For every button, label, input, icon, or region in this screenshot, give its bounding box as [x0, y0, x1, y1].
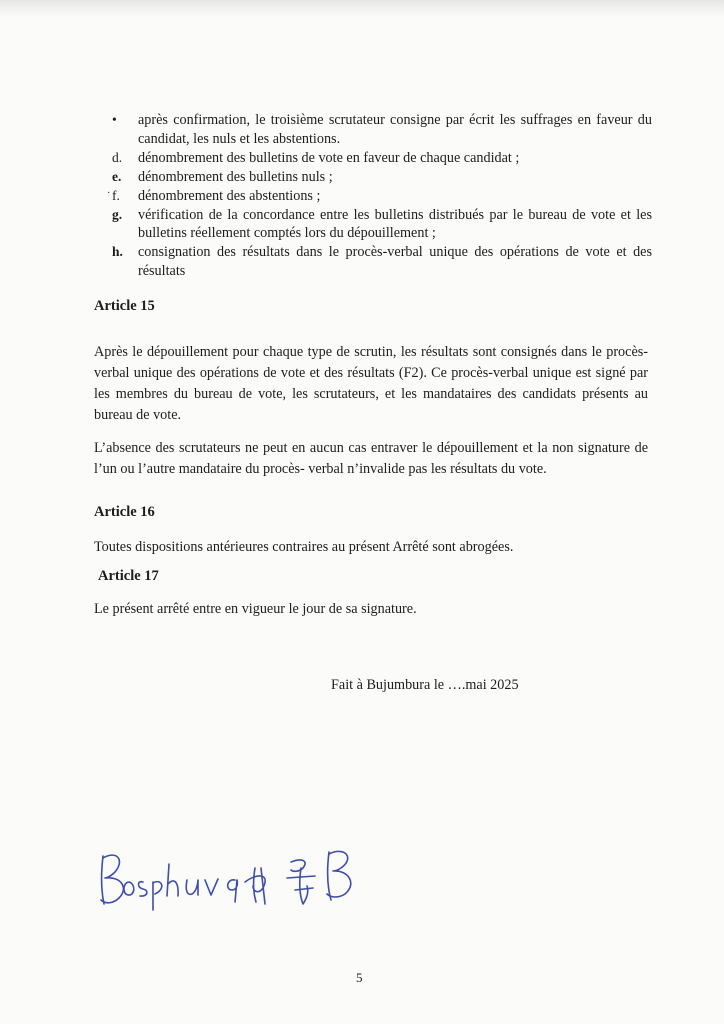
article-16-text: Toutes dispositions antérieures contraires au présent Arrêté sont abrogées.: [94, 539, 514, 555]
article-15-paragraph-1: Après le dépouillement pour chaque type de scrutin, les résultats sont consignés dans le procès-verbal unique des opérations de vote et des résultats (F2). Ce procès-verbal unique est signé par les membres du bureau de vote, les scrutateurs, et les mandataires des candidats présents au bureau de vote.: [94, 344, 648, 423]
list-item-text: dénombrement des bulletins nuls ;: [138, 168, 333, 185]
article-16-heading: Article 16: [94, 504, 155, 520]
handwritten-signature: [95, 838, 375, 918]
list-item-text: consignation des résultats dans le procès-verbal unique des opérations de vote et des résultats: [138, 244, 652, 279]
list-item-text: vérification de la concordance entre les bulletins distribués par le bureau de vote et les bulletins réellement comptés lors du dépouillement ;: [138, 206, 652, 241]
counting-steps-list: [112, 111, 652, 281]
list-marker: •: [112, 112, 117, 127]
list-item-text: dénombrement des abstentions ;: [138, 187, 321, 204]
list-marker: d.: [112, 149, 123, 165]
place-and-date: Fait à Bujumbura le ….mai 2025: [331, 677, 519, 693]
list-item-text: après confirmation, le troisième scrutateur consigne par écrit les suffrages en faveur du candidat, les nuls et les abstentions.: [138, 112, 652, 147]
list-item: [112, 243, 652, 280]
list-marker: e.: [112, 168, 122, 184]
article-15-heading: Article 15: [94, 298, 155, 314]
list-marker: h.: [112, 244, 123, 259]
list-marker: f.: [112, 187, 120, 203]
list-item: [112, 149, 652, 168]
list-item: [112, 187, 652, 206]
article-15-paragraph-2: L’absence des scrutateurs ne peut en aucun cas entraver le dépouillement et la non signature de l’un ou l’autre mandataire du procès- verbal n’invalide pas les résultats du vote.: [94, 440, 648, 477]
article-17-text: Le présent arrêté entre en vigueur le jour de sa signature.: [94, 601, 417, 617]
list-item: [112, 206, 652, 243]
list-item: [112, 168, 652, 187]
list-item-text: dénombrement des bulletins de vote en faveur de chaque candidat ;: [138, 149, 520, 166]
scan-edge-shadow: [0, 0, 724, 18]
article-17-heading: Article 17: [98, 568, 159, 584]
list-marker: g.: [112, 206, 123, 222]
scan-speck: ·: [107, 188, 111, 199]
list-item: [112, 111, 652, 148]
page-number: 5: [356, 970, 363, 985]
